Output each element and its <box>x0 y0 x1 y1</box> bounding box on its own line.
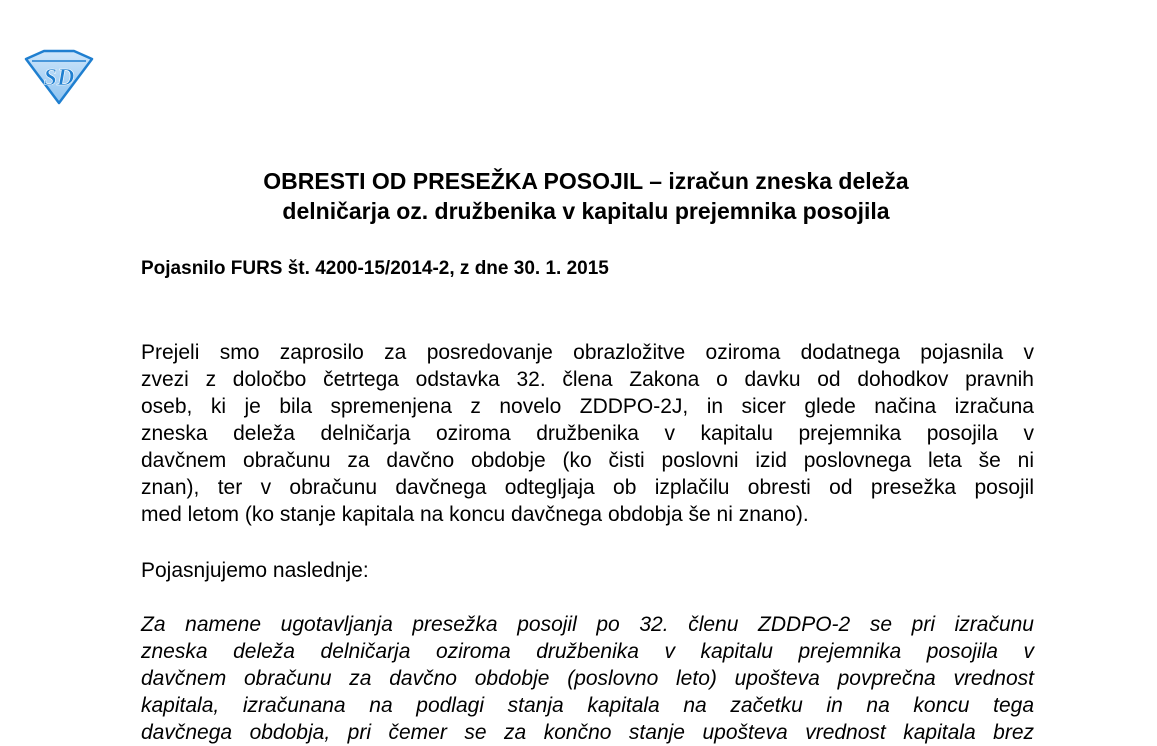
paragraph-line: davčnem obračunu za davčno obdobje (poslovno leto) upošteva povprečna vrednost <box>141 667 1034 690</box>
document-title-line-2: delničarja oz. družbenika v kapitalu prejemnika posojila <box>282 198 890 224</box>
paragraph-line: znan), ter v obračunu davčnega odtegljaja ob izplačilu obresti od presežka posojil <box>141 476 1034 499</box>
document-subtitle: Pojasnilo FURS št. 4200-15/2014-2, z dne 30. 1. 2015 <box>141 258 609 279</box>
document-title-line-1: OBRESTI OD PRESEŽKA POSOJIL – izračun zneska deleža <box>263 168 909 194</box>
paragraph-line: med letom (ko stanje kapitala na koncu davčnega obdobja še ni znano). <box>141 503 809 526</box>
paragraph-intro <box>141 557 1034 584</box>
paragraph-line: zvezi z določbo četrtega odstavka 32. člena Zakona o davku od dohodkov pravnih <box>141 368 1034 391</box>
paragraph-line: Prejeli smo zaprosilo za posredovanje obrazložitve oziroma dodatnega pojasnila v <box>141 341 1034 364</box>
document-title <box>0 166 1157 226</box>
paragraph-request <box>141 339 1034 528</box>
logo-letters: SD <box>43 65 75 91</box>
paragraph-line: davčnega obdobja, pri čemer se za končno stanje upošteva vrednost kapitala brez <box>141 721 1034 744</box>
paragraph-line: zneska deleža delničarja oziroma družbenika v kapitalu prejemnika posojila v <box>141 422 1034 445</box>
paragraph-explanation <box>141 611 1034 746</box>
paragraph-line: oseb, ki je bila spremenjena z novelo ZDDPO-2J, in sicer glede načina izračuna <box>141 395 1034 418</box>
paragraph-line: Za namene ugotavljanja presežka posojil po 32. členu ZDDPO-2 se pri izračunu <box>141 613 1034 636</box>
paragraph-line: davčnem obračunu za davčno obdobje (ko čisti poslovni izid poslovnega leta še ni <box>141 449 1034 472</box>
paragraph-line: zneska deleža delničarja oziroma družbenika v kapitalu prejemnika posojila v <box>141 640 1034 663</box>
company-logo <box>22 49 96 105</box>
paragraph-line: Pojasnjujemo naslednje: <box>141 559 369 582</box>
paragraph-line: kapitala, izračunana na podlagi stanja kapitala na začetku in na koncu tega <box>141 694 1034 717</box>
